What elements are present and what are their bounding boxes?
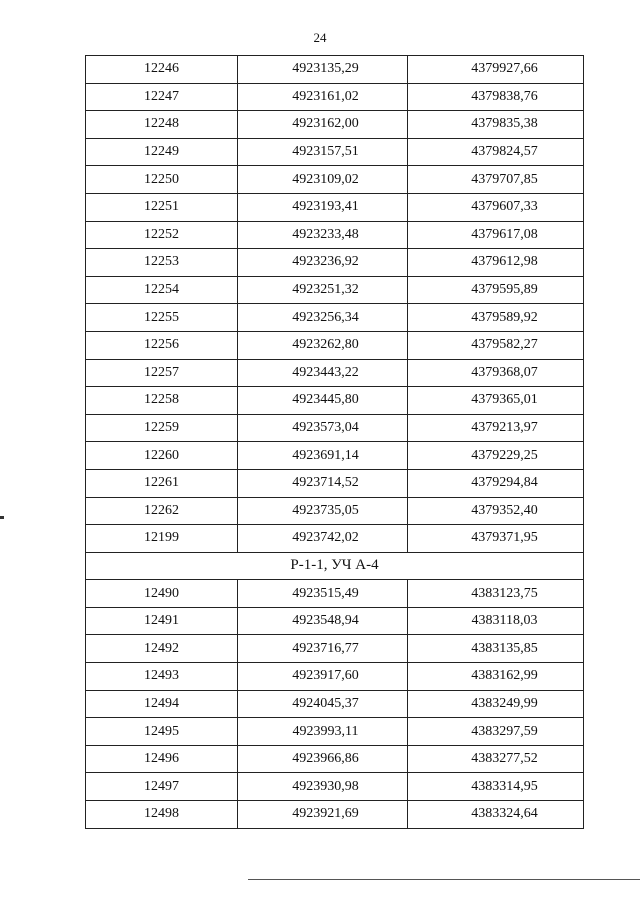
point-id-cell: 12252 — [86, 221, 238, 249]
x-coordinate-cell: 4923742,02 — [238, 525, 408, 553]
point-id-cell: 12246 — [86, 56, 238, 84]
x-coordinate-cell: 4923162,00 — [238, 111, 408, 139]
x-coordinate-cell: 4923256,34 — [238, 304, 408, 332]
x-coordinate-cell: 4923251,32 — [238, 276, 408, 304]
x-coordinate-cell: 4923573,04 — [238, 414, 408, 442]
point-id-cell: 12262 — [86, 497, 238, 525]
y-coordinate-cell: 4383324,64 — [408, 801, 584, 829]
x-coordinate-cell: 4923993,11 — [238, 718, 408, 746]
table-row — [86, 276, 584, 304]
y-coordinate-cell: 4383123,75 — [408, 580, 584, 608]
page-number: 24 — [313, 30, 327, 45]
table-row — [86, 414, 584, 442]
point-id-cell: 12492 — [86, 635, 238, 663]
section-title: Р-1-1, УЧ А-4 — [86, 552, 584, 580]
y-coordinate-cell: 4379612,98 — [408, 249, 584, 277]
point-id-cell: 12253 — [86, 249, 238, 277]
y-coordinate-cell: 4383314,95 — [408, 773, 584, 801]
point-id-cell: 12260 — [86, 442, 238, 470]
y-coordinate-cell: 4379368,07 — [408, 359, 584, 387]
table-row — [86, 166, 584, 194]
point-id-cell: 12493 — [86, 663, 238, 691]
point-id-cell: 12495 — [86, 718, 238, 746]
point-id-cell: 12251 — [86, 193, 238, 221]
table-row — [86, 525, 584, 553]
table-row — [86, 663, 584, 691]
y-coordinate-cell: 4379707,85 — [408, 166, 584, 194]
margin-mark — [0, 516, 4, 519]
table-row — [86, 304, 584, 332]
y-coordinate-cell: 4379294,84 — [408, 469, 584, 497]
x-coordinate-cell: 4923443,22 — [238, 359, 408, 387]
table-row — [86, 83, 584, 111]
table-row — [86, 56, 584, 84]
y-coordinate-cell: 4383297,59 — [408, 718, 584, 746]
y-coordinate-cell: 4379824,57 — [408, 138, 584, 166]
y-coordinate-cell: 4379582,27 — [408, 331, 584, 359]
point-id-cell: 12199 — [86, 525, 238, 553]
point-id-cell: 12494 — [86, 690, 238, 718]
x-coordinate-cell: 4923548,94 — [238, 607, 408, 635]
point-id-cell: 12249 — [86, 138, 238, 166]
y-coordinate-cell: 4379229,25 — [408, 442, 584, 470]
point-id-cell: 12256 — [86, 331, 238, 359]
y-coordinate-cell: 4379589,92 — [408, 304, 584, 332]
table-row — [86, 221, 584, 249]
table-row — [86, 745, 584, 773]
point-id-cell: 12498 — [86, 801, 238, 829]
table-row — [86, 387, 584, 415]
table-row — [86, 635, 584, 663]
table-row — [86, 359, 584, 387]
table-row — [86, 580, 584, 608]
point-id-cell: 12257 — [86, 359, 238, 387]
table-row — [86, 249, 584, 277]
point-id-cell: 12247 — [86, 83, 238, 111]
y-coordinate-cell: 4379213,97 — [408, 414, 584, 442]
bottom-rule — [248, 879, 640, 880]
x-coordinate-cell: 4923716,77 — [238, 635, 408, 663]
y-coordinate-cell: 4379365,01 — [408, 387, 584, 415]
x-coordinate-cell: 4923714,52 — [238, 469, 408, 497]
y-coordinate-cell: 4379835,38 — [408, 111, 584, 139]
table-row — [86, 497, 584, 525]
y-coordinate-cell: 4379838,76 — [408, 83, 584, 111]
table-row — [86, 718, 584, 746]
y-coordinate-cell: 4383249,99 — [408, 690, 584, 718]
x-coordinate-cell: 4923966,86 — [238, 745, 408, 773]
x-coordinate-cell: 4923109,02 — [238, 166, 408, 194]
point-id-cell: 12261 — [86, 469, 238, 497]
table-row — [86, 111, 584, 139]
x-coordinate-cell: 4923515,49 — [238, 580, 408, 608]
table-row — [86, 193, 584, 221]
x-coordinate-cell: 4923157,51 — [238, 138, 408, 166]
point-id-cell: 12248 — [86, 111, 238, 139]
table-row — [86, 138, 584, 166]
x-coordinate-cell: 4923735,05 — [238, 497, 408, 525]
y-coordinate-cell: 4383118,03 — [408, 607, 584, 635]
table-row — [86, 690, 584, 718]
x-coordinate-cell: 4923233,48 — [238, 221, 408, 249]
x-coordinate-cell: 4923193,41 — [238, 193, 408, 221]
y-coordinate-cell: 4379927,66 — [408, 56, 584, 84]
table-row — [86, 469, 584, 497]
point-id-cell: 12490 — [86, 580, 238, 608]
x-coordinate-cell: 4923917,60 — [238, 663, 408, 691]
y-coordinate-cell: 4379371,95 — [408, 525, 584, 553]
point-id-cell: 12255 — [86, 304, 238, 332]
table-row — [86, 607, 584, 635]
table-row — [86, 801, 584, 829]
point-id-cell: 12491 — [86, 607, 238, 635]
x-coordinate-cell: 4923921,69 — [238, 801, 408, 829]
x-coordinate-cell: 4924045,37 — [238, 690, 408, 718]
x-coordinate-cell: 4923135,29 — [238, 56, 408, 84]
y-coordinate-cell: 4379617,08 — [408, 221, 584, 249]
x-coordinate-cell: 4923236,92 — [238, 249, 408, 277]
y-coordinate-cell: 4379607,33 — [408, 193, 584, 221]
table-row — [86, 773, 584, 801]
x-coordinate-cell: 4923161,02 — [238, 83, 408, 111]
coordinates-table — [85, 55, 584, 829]
y-coordinate-cell: 4379595,89 — [408, 276, 584, 304]
table-row — [86, 331, 584, 359]
point-id-cell: 12496 — [86, 745, 238, 773]
point-id-cell: 12254 — [86, 276, 238, 304]
x-coordinate-cell: 4923691,14 — [238, 442, 408, 470]
point-id-cell: 12259 — [86, 414, 238, 442]
point-id-cell: 12250 — [86, 166, 238, 194]
point-id-cell: 12258 — [86, 387, 238, 415]
y-coordinate-cell: 4383135,85 — [408, 635, 584, 663]
table-row — [86, 442, 584, 470]
coordinates-table-body — [86, 56, 584, 829]
x-coordinate-cell: 4923930,98 — [238, 773, 408, 801]
section-header-row — [86, 552, 584, 580]
x-coordinate-cell: 4923262,80 — [238, 331, 408, 359]
y-coordinate-cell: 4383277,52 — [408, 745, 584, 773]
x-coordinate-cell: 4923445,80 — [238, 387, 408, 415]
point-id-cell: 12497 — [86, 773, 238, 801]
y-coordinate-cell: 4379352,40 — [408, 497, 584, 525]
y-coordinate-cell: 4383162,99 — [408, 663, 584, 691]
